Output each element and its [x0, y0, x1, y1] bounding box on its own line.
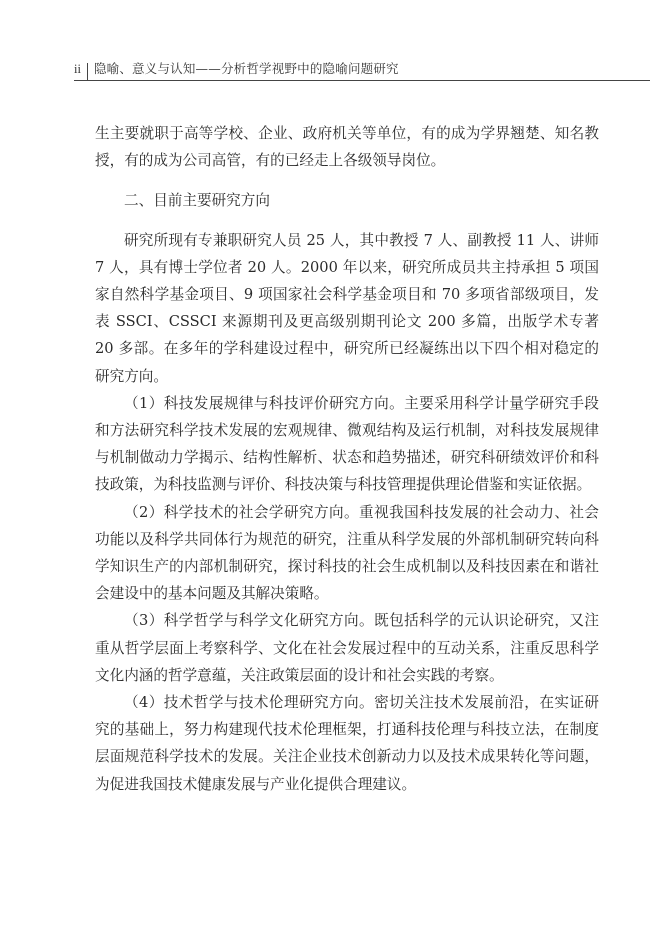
- page-number: ii: [74, 62, 81, 76]
- paragraph-intro: 研究所现有专兼职研究人员 25 人，其中教授 7 人、副教授 11 人、讲师 7 人，具有博士学位者 20 人。2000 年以来，研究所成员共主持承担 5 项国家自然科学基金项目、9 项国家社会科学基金项目和 70 多项省部级项目，发表 SSCI、CSSCI 来源期刊及更高级别期刊论文 200 多篇，出版学术专著 20 多部。在多年的学科建设过程中，研究所已经凝练出以下四个相对稳定的研究方向。: [95, 231, 599, 385]
- paragraph-direction-1: （1）科技发展规律与科技评价研究方向。主要采用科学计量学研究手段和方法研究科学技术发展的宏观规律、微观结构及运行机制，对科技发展规律与机制做动力学揭示、结构性解析、状态和趋势描述，研究科研绩效评价和科技政策，为科技监测与评价、科技决策与科技管理提供理论借鉴和实证依据。: [95, 394, 599, 494]
- running-header: [74, 58, 650, 81]
- paragraph-direction-3: （3）科学哲学与科学文化研究方向。既包括科学的元认识论研究，又注重从哲学层面上考察科学、文化在社会发展过程中的互动关系，注重反思科学文化内涵的哲学意蕴，关注政策层面的设计和社会实践的考察。: [95, 612, 599, 684]
- paragraph-continued: 生主要就职于高等学校、企业、政府机关等单位，有的成为学界翘楚、知名教授，有的成为公司高管，有的已经走上各级领导岗位。: [95, 125, 599, 170]
- header-divider: [87, 63, 88, 80]
- section-heading: 二、目前主要研究方向: [124, 192, 270, 210]
- paragraph-direction-2: （2）科学技术的社会学研究方向。重视我国科技发展的社会动力、社会功能以及科学共同体行为规范的研究，注重从科学发展的外部机制研究转向科学知识生产的内部机制研究，探讨科技的社会生成机制以及科技因素在和谐社会建设中的基本问题及其解决策略。: [95, 503, 599, 603]
- page-body: [95, 120, 599, 798]
- paragraph-direction-4: （4）技术哲学与技术伦理研究方向。密切关注技术发展前沿，在实证研究的基础上，努力构建现代技术伦理框架，打通科技伦理与科技立法，在制度层面规范科学技术的发展。关注企业技术创新动力以及技术成果转化等问题，为促进我国技术健康发展与产业化提供合理建议。: [95, 694, 599, 793]
- running-title: 隐喻、意义与认知——分析哲学视野中的隐喻问题研究: [93, 61, 399, 76]
